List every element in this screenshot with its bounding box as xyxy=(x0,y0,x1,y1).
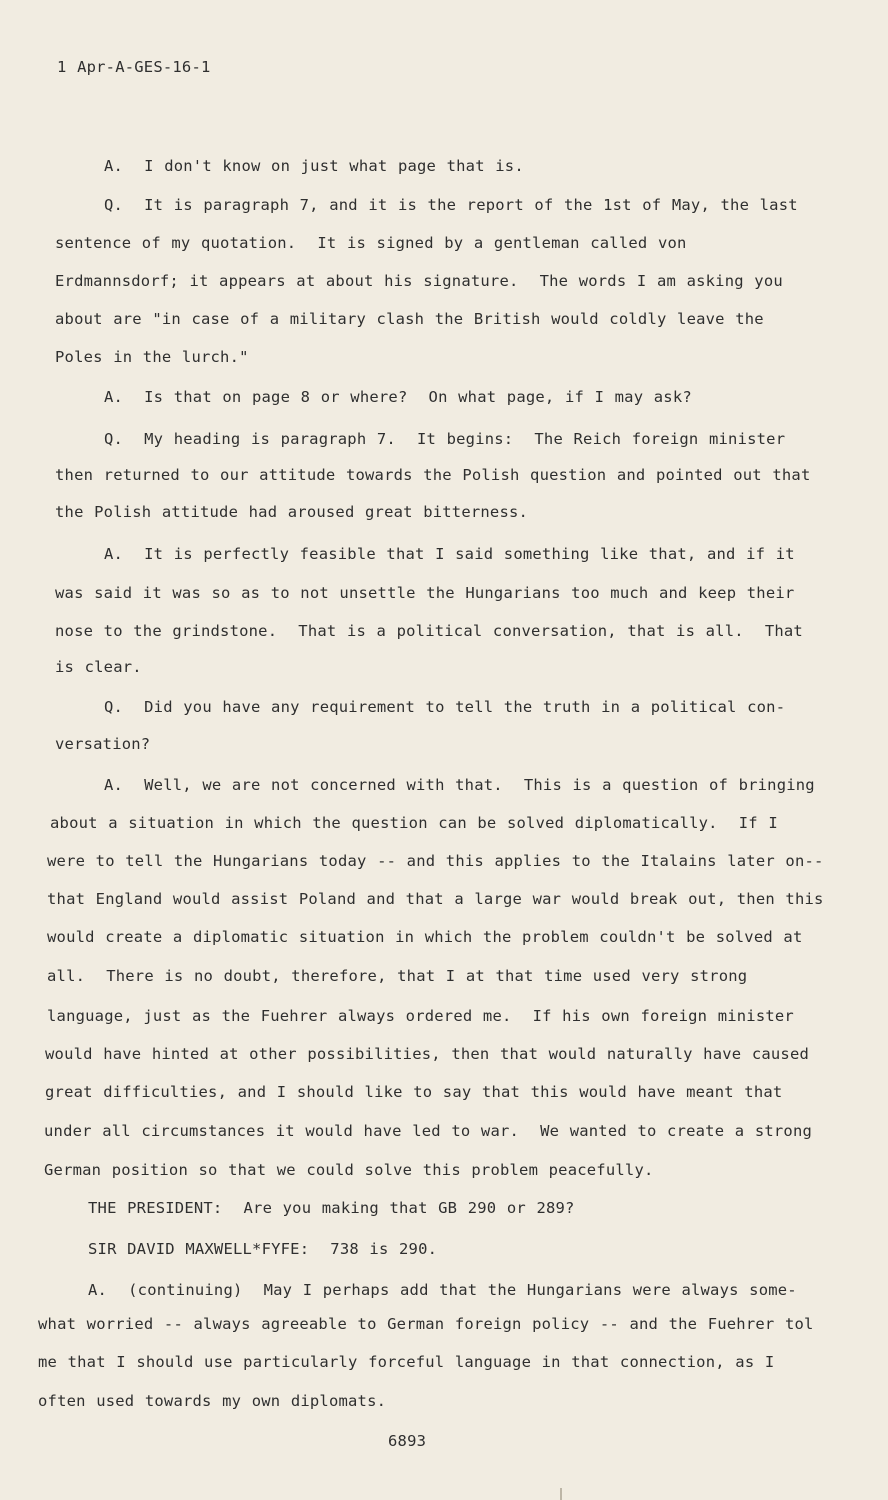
transcript-line: what worried -- always agreeable to German foreign policy -- and the Fuehrer tol xyxy=(38,1315,814,1333)
transcript-line: the Polish attitude had aroused great bitterness. xyxy=(55,503,529,521)
transcript-line: A. I don't know on just what page that is. xyxy=(104,157,524,175)
transcript-line: about are "in case of a military clash the British would coldly leave the xyxy=(55,310,764,328)
transcript-line: then returned to our attitude towards the Polish question and pointed out that xyxy=(55,466,811,484)
transcript-line: was said it was so as to not unsettle the Hungarians too much and keep their xyxy=(55,584,795,602)
scan-mark xyxy=(560,1488,562,1500)
transcript-line: under all circumstances it would have led to war. We wanted to create a strong xyxy=(44,1122,813,1140)
transcript-line: versation? xyxy=(55,735,151,753)
transcript-line: me that I should use particularly forceful language in that connection, as I xyxy=(38,1353,775,1371)
page-number: 6893 xyxy=(388,1432,427,1450)
transcript-line: A. It is perfectly feasible that I said something like that, and if it xyxy=(104,545,795,563)
transcript-line: Q. My heading is paragraph 7. It begins: The Reich foreign minister xyxy=(104,430,786,448)
transcript-line: German position so that we could solve this problem peacefully. xyxy=(44,1161,654,1179)
transcript-line: Q. Did you have any requirement to tell the truth in a political con- xyxy=(104,698,786,716)
transcript-line: SIR DAVID MAXWELL*FYFE: 738 is 290. xyxy=(88,1240,438,1258)
transcript-line: nose to the grindstone. That is a political conversation, that is all. That xyxy=(55,622,803,640)
transcript-line: A. Is that on page 8 or where? On what page, if I may ask? xyxy=(104,388,692,406)
transcript-line: sentence of my quotation. It is signed by a gentleman called von xyxy=(55,234,687,252)
transcript-line: would create a diplomatic situation in which the problem couldn't be solved at xyxy=(47,928,803,946)
transcript-line: language, just as the Fuehrer always ordered me. If his own foreign minister xyxy=(47,1007,794,1025)
transcript-line: often used towards my own diplomats. xyxy=(38,1392,387,1410)
transcript-line: about a situation in which the question can be solved diplomatically. If I xyxy=(50,814,778,832)
transcript-line: would have hinted at other possibilities, then that would naturally have caused xyxy=(45,1045,810,1063)
document-reference: 1 Apr-A-GES-16-1 xyxy=(57,58,211,76)
transcript-line: Erdmannsdorf; it appears at about his signature. The words I am asking you xyxy=(55,272,783,290)
transcript-line: all. There is no doubt, therefore, that I at that time used very strong xyxy=(47,967,748,985)
transcript-line: great difficulties, and I should like to say that this would have meant that xyxy=(45,1083,783,1101)
transcript-line: Poles in the lurch." xyxy=(55,348,249,366)
transcript-line: Q. It is paragraph 7, and it is the report of the 1st of May, the last xyxy=(104,196,798,214)
transcript-line: THE PRESIDENT: Are you making that GB 290 or 289? xyxy=(88,1199,575,1217)
transcript-line: A. (continuing) May I perhaps add that the Hungarians were always some- xyxy=(88,1281,797,1299)
transcript-line: that England would assist Poland and that a large war would break out, then this xyxy=(47,890,824,908)
transcript-line: A. Well, we are not concerned with that. This is a question of bringing xyxy=(104,776,815,794)
transcript-line: were to tell the Hungarians today -- and this applies to the Italains later on-- xyxy=(47,852,824,870)
transcript-line: is clear. xyxy=(55,658,142,676)
